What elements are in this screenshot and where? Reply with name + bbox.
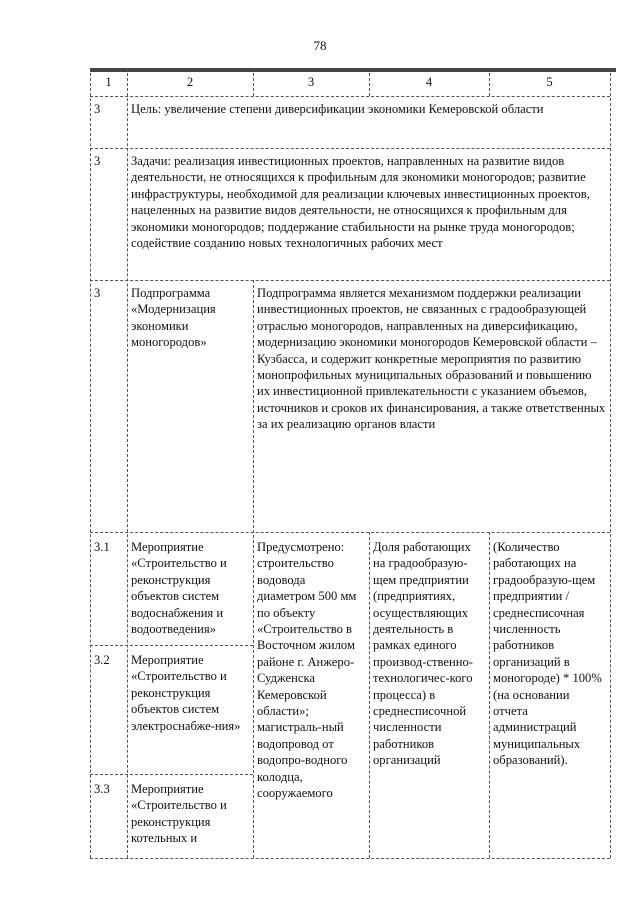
indicator-name: Доля работающих на градообразую-щем предприятии (предприятиях, осуществляющих деятельность в рамках единого производ-ственно-технологичес-кого процесса) в среднесписочной численности работников организаций <box>373 540 473 768</box>
header-col-2: 2 <box>186 75 194 89</box>
header-col-3: 3 <box>307 75 315 89</box>
row-divider <box>90 532 610 533</box>
table-right-border <box>610 68 611 858</box>
header-col-1: 1 <box>105 75 112 89</box>
page-number: 78 <box>313 38 327 53</box>
row-divider <box>90 774 253 775</box>
subprogram-row-number: 3 <box>94 286 101 300</box>
table-left-border <box>90 68 91 858</box>
tasks-text: Задачи: реализация инвестиционных проектов, направленных на развитие видов деятельности, не относящихся к профильным для экономики моногородов; развитие инфраструктуры, необходимой для реализации ключевых инвестиционных проектов, нацеленных на развитие видов деятельности, не относящихся к профильным для экономики моногородов; поддержание стабильности на рынке труда моногородов; содействие созданию новых технологичных рабочих мест <box>131 154 590 251</box>
header-col-5: 5 <box>546 75 553 89</box>
table-top-border <box>90 68 616 72</box>
row-divider <box>90 645 253 646</box>
measure-3-3-name: Мероприятие «Строительство и реконструкция котельных и <box>131 782 227 846</box>
row-divider <box>90 280 610 281</box>
measure-3-2-number: 3.2 <box>94 653 110 667</box>
measure-provisions: Предусмотрено: строительство водовода диаметром 500 мм по объекту «Строительство в Восточном жилом районе г. Анжеро-Судженска Кемеровской области»; магистраль-ный водопровод от водопро-водного колодца, сооружаемого <box>257 540 357 801</box>
goal-row-number: 3 <box>94 102 101 116</box>
measure-3-1-name: Мероприятие «Строительство и реконструкция объектов систем водоснабжения и водоотведения» <box>131 540 227 637</box>
tasks-row-number: 3 <box>94 154 101 168</box>
program-table <box>90 68 610 858</box>
measure-3-2-name: Мероприятие «Строительство и реконструкция объектов систем электроснабже-ния» <box>131 653 241 733</box>
header-col-4: 4 <box>425 75 433 89</box>
subprogram-description: Подпрограмма является механизмом поддержки реализации инвестиционных проектов, не связанных с градообразующей отраслью моногородов, направленных на диверсификацию, модернизацию экономики моногородов Кемеровской области – Кузбасса, и содержит конкретные мероприятия по развитию монопрофильных муниципальных образований и повышению их инвестиционной привлекательности с указанием объемов, источников и сроков их финансирования, а также ответственных за их реализацию органов власти <box>257 286 606 432</box>
measure-3-1-number: 3.1 <box>94 540 110 554</box>
row-divider <box>90 96 610 97</box>
subprogram-name: Подпрограмма «Модернизация экономики моногородов» <box>131 286 216 350</box>
measure-3-3-number: 3.3 <box>94 782 110 796</box>
table-bottom-border <box>90 858 610 859</box>
row-divider <box>90 148 610 149</box>
indicator-formula: (Количество работающих на градообразую-щем предприятии / среднесписочная численность работников организаций в моногороде) * 100% (на основании отчета администраций муниципальных образований). <box>493 540 602 768</box>
goal-text: Цель: увеличение степени диверсификации экономики Кемеровской области <box>131 102 544 116</box>
